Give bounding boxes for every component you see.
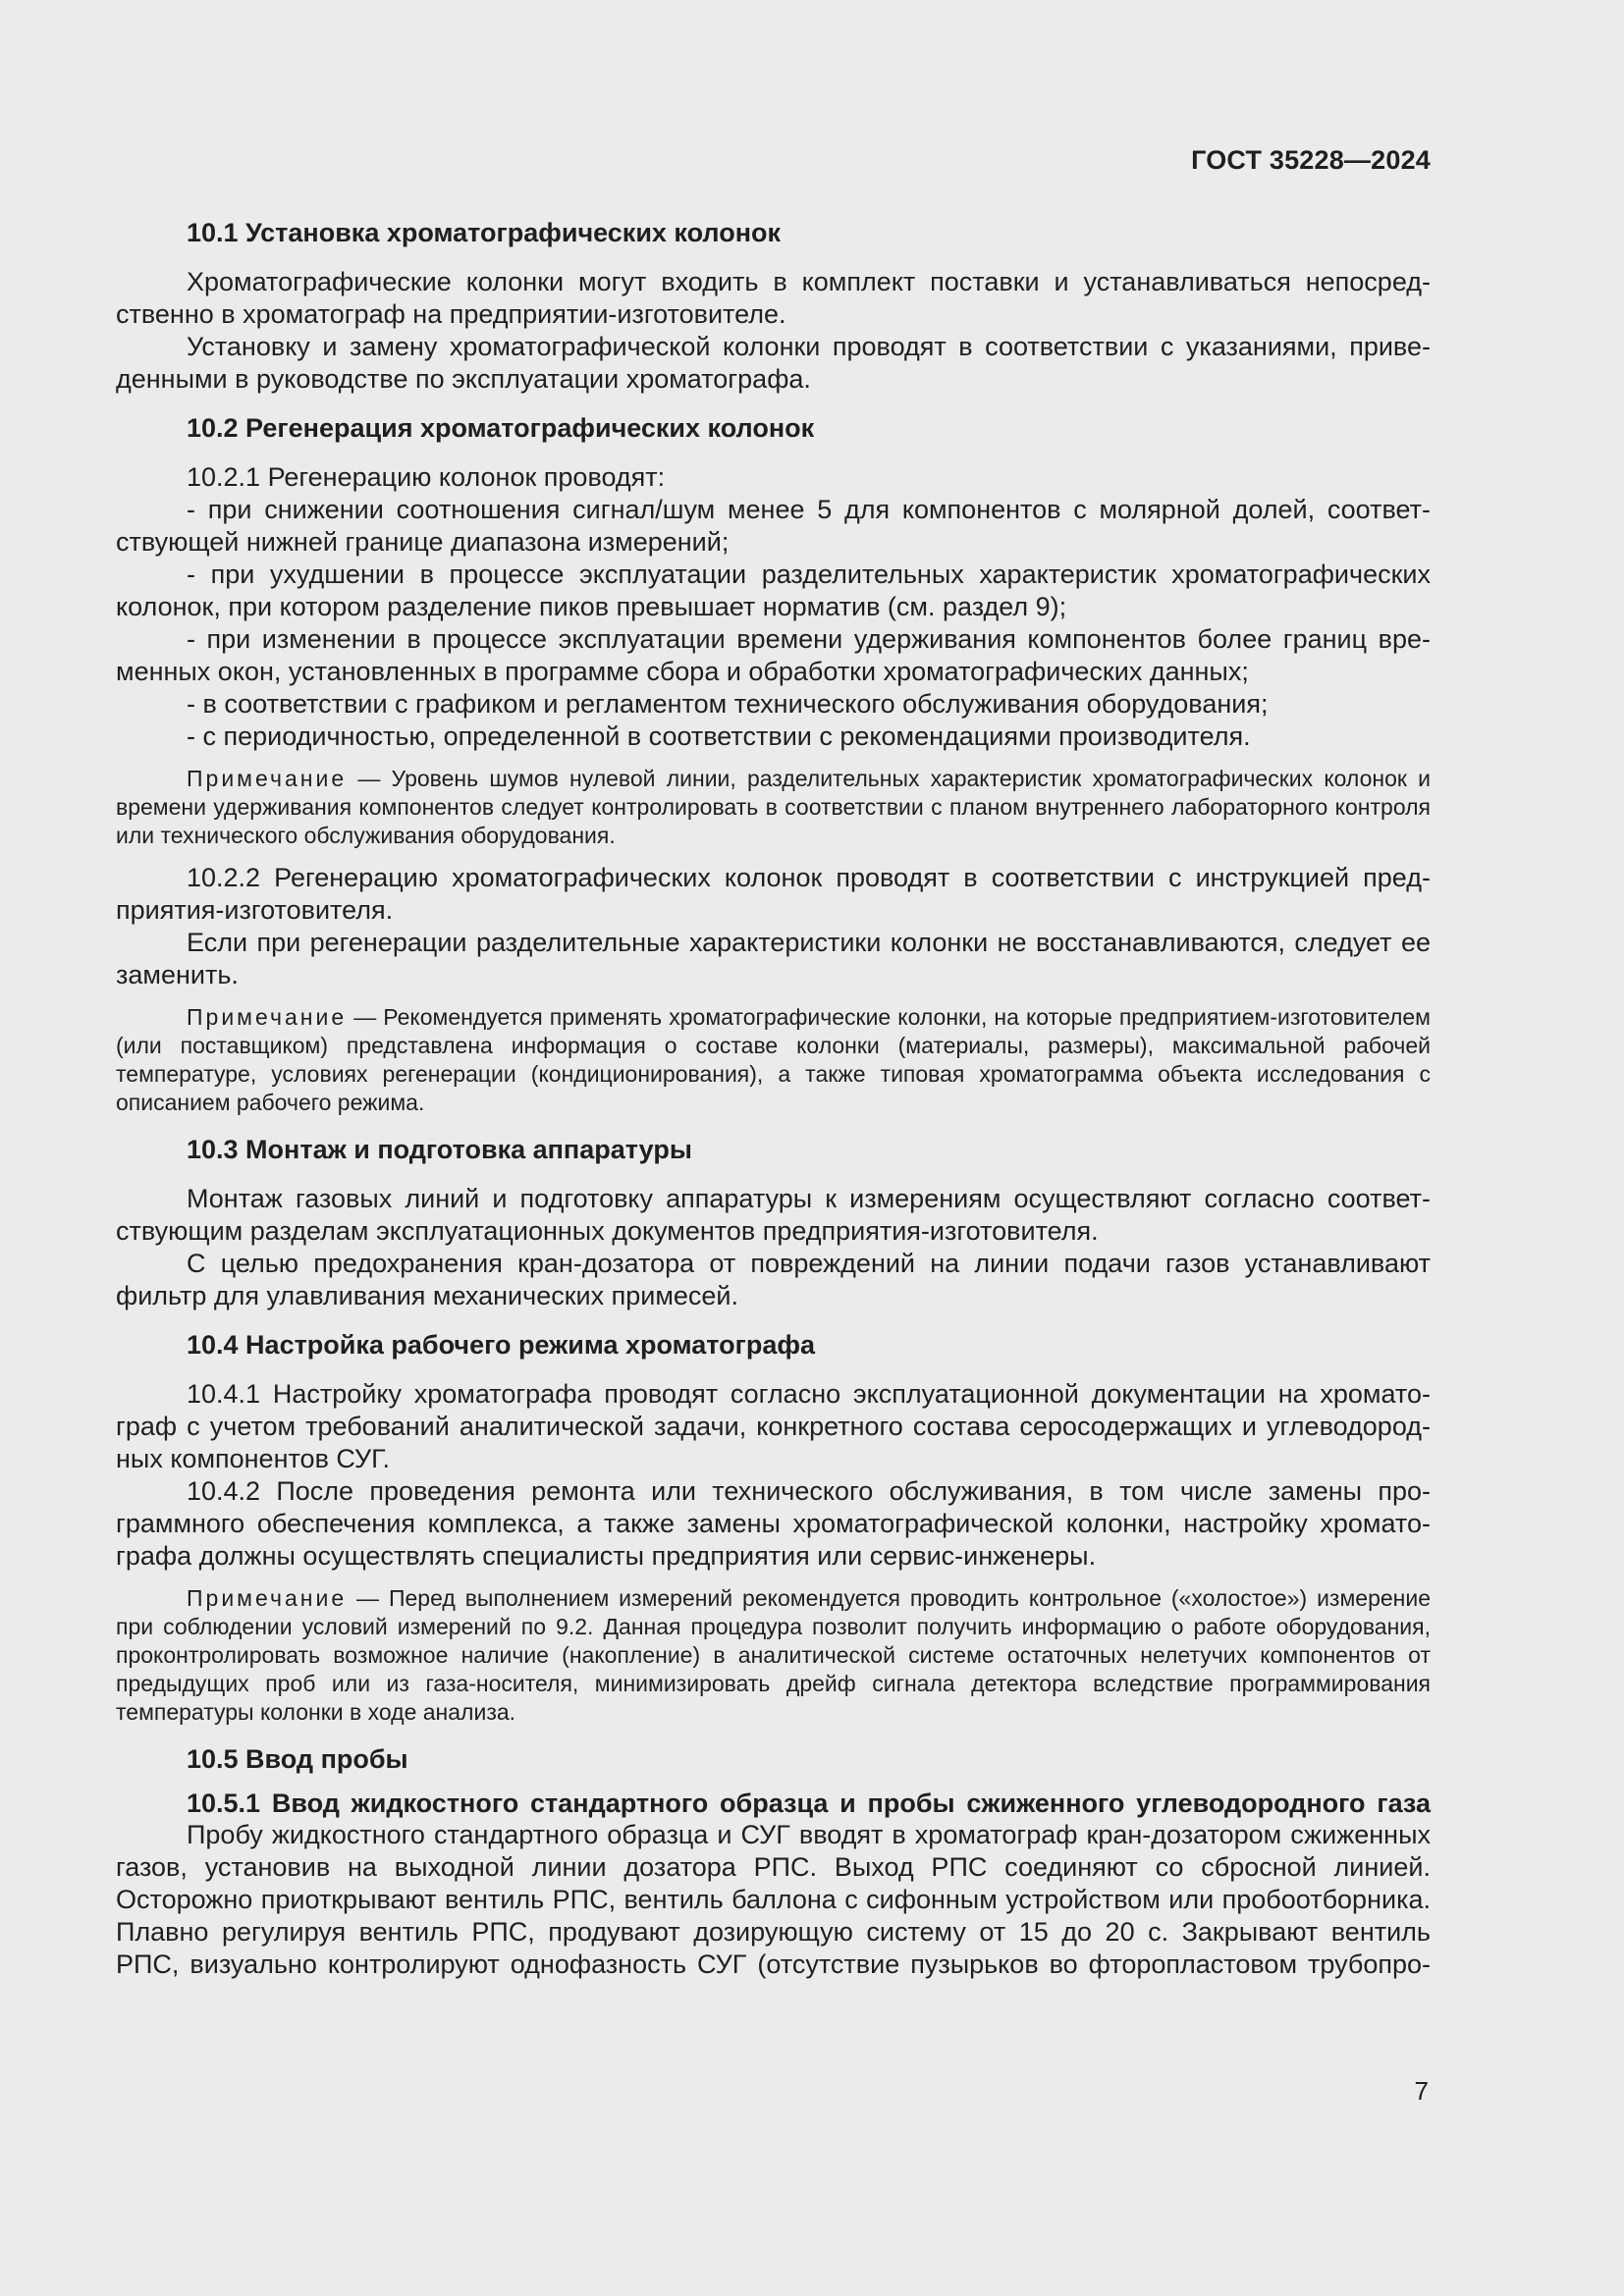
note-text: — Уровень шумов нулевой линии, разделительных характеристик хроматографических колонок и времени удерживания компонентов следует контролировать в соответствии с планом внутреннего лабораторного контроля или технического обслуживания оборудования.	[116, 766, 1431, 848]
list-item: - в соответствии с графиком и регламентом технического обслуживания оборудования;	[187, 689, 1269, 719]
note-label: Примечание	[187, 1004, 348, 1030]
document-body	[116, 218, 1431, 1981]
section-10-4-2-paragraph: 10.4.2 После проведения ремонта или технического обслуживания, в том числе замены программного обеспечения комплекса, а также замены хроматографической колонки, настройку хроматографа должны осуществлять специалисты предприятия или сервис-инженеры.	[116, 1476, 1431, 1571]
section-10-3-paragraph-2: С целью предохранения кран-дозатора от повреждений на линии подачи газов устанавливают фильтр для улавливания механических примесей.	[116, 1249, 1431, 1310]
page-header: ГОСТ 35228—2024	[1191, 145, 1431, 175]
note-10-4	[116, 1584, 1431, 1727]
section-10-2-2-paragraph-2: Если при регенерации разделительные характеристики колонки не восстанавливаются, следует ее заменить.	[116, 928, 1431, 989]
note-text: — Перед выполнением измерений рекомендуется проводить контрольное («холостое») измерение при соблюдении условий измерений по 9.2. Данная процедура позволит получить информацию о работе оборудования, проконтролировать возможное наличие (накопление) в аналитической системе остаточных нелетучих компонентов от предыдущих проб или из газа-носителя, минимизировать дрейф сигнала детектора вследствие программирования температуры колонки в ходе анализа.	[116, 1585, 1431, 1725]
section-10-2-1-paragraph: 10.2.1 Регенерацию колонок проводят:	[187, 462, 666, 492]
note-label: Примечание	[187, 1585, 348, 1611]
section-10-5-1-title: 10.5.1 Ввод жидкостного стандартного образца и пробы сжиженного углеводородного газа	[187, 1789, 1431, 1818]
section-10-4-title: 10.4 Настройка рабочего режима хроматографа	[187, 1330, 816, 1360]
list-item: - при снижении соотношения сигнал/шум менее 5 для компонентов с молярной долей, соответствующей нижней границе диапазона измерений;	[116, 495, 1431, 557]
note-10-2-2	[116, 1003, 1431, 1117]
section-10-1-paragraph-2: Установку и замену хроматографической колонки проводят в соответствии с указаниями, приведенными в руководстве по эксплуатации хроматографа.	[116, 332, 1431, 394]
note-label: Примечание	[187, 766, 348, 791]
section-10-2-title: 10.2 Регенерация хроматографических колонок	[187, 413, 815, 443]
section-10-3-paragraph-1: Монтаж газовых линий и подготовку аппаратуры к измерениям осуществляют согласно соответствующим разделам эксплуатационных документов предприятия-изготовителя.	[116, 1184, 1431, 1246]
section-10-1-paragraph-1: Хроматографические колонки могут входить в комплект поставки и устанавливаться непосредственно в хроматограф на предприятии-изготовителе.	[116, 267, 1431, 329]
section-10-5-title: 10.5 Ввод пробы	[187, 1744, 408, 1774]
section-10-1-title: 10.1 Установка хроматографических колонок	[187, 218, 782, 247]
note-10-2-1	[116, 765, 1431, 850]
section-10-2-2-paragraph: 10.2.2 Регенерацию хроматографических колонок проводят в соответствии с инструкцией предприятия-изготовителя.	[116, 863, 1431, 925]
page-number: 7	[1414, 2076, 1429, 2106]
list-item: - при изменении в процессе эксплуатации времени удерживания компонентов более границ временных окон, установленных в программе сбора и обработки хроматографических данных;	[116, 624, 1431, 686]
section-10-5-1-paragraph-last-line: РПС, визуально контролируют однофазность СУГ (отсутствие пузырьков во фторопластовом трубопро-	[116, 1949, 1431, 1979]
section-10-5-1-paragraph: Пробу жидкостного стандартного образца и СУГ вводят в хроматограф кран-дозатором сжиженных газов, установив на выходной линии дозатора РПС. Выход РПС соединяют со сбросной линией. Осторожно приоткрывают вентиль РПС, вентиль баллона с сифонным устройством или пробоотборника. Плавно регулируя вентиль РПС, продувают дозирующую систему от 15 до 20 с. Закрывают вентиль	[116, 1820, 1431, 1947]
section-10-4-1-paragraph: 10.4.1 Настройку хроматографа проводят согласно эксплуатационной документации на хроматограф с учетом требований аналитической задачи, конкретного состава серосодержащих и углеводородных компонентов СУГ.	[116, 1379, 1431, 1473]
list-item: - с периодичностью, определенной в соответствии с рекомендациями производителя.	[187, 721, 1251, 751]
note-text: — Рекомендуется применять хроматографические колонки, на которые предприятием-изготовителем (или поставщиком) представлена информация о составе колонки (материалы, размеры), максимальной рабочей температуре, условиях регенерации (кондиционирования), а также типовая хроматограмма объекта исследования с описанием рабочего режима.	[116, 1004, 1431, 1115]
section-10-3-title: 10.3 Монтаж и подготовка аппаратуры	[187, 1135, 692, 1164]
list-item: - при ухудшении в процессе эксплуатации разделительных характеристик хроматографических колонок, при котором разделение пиков превышает норматив (см. раздел 9);	[116, 560, 1431, 621]
